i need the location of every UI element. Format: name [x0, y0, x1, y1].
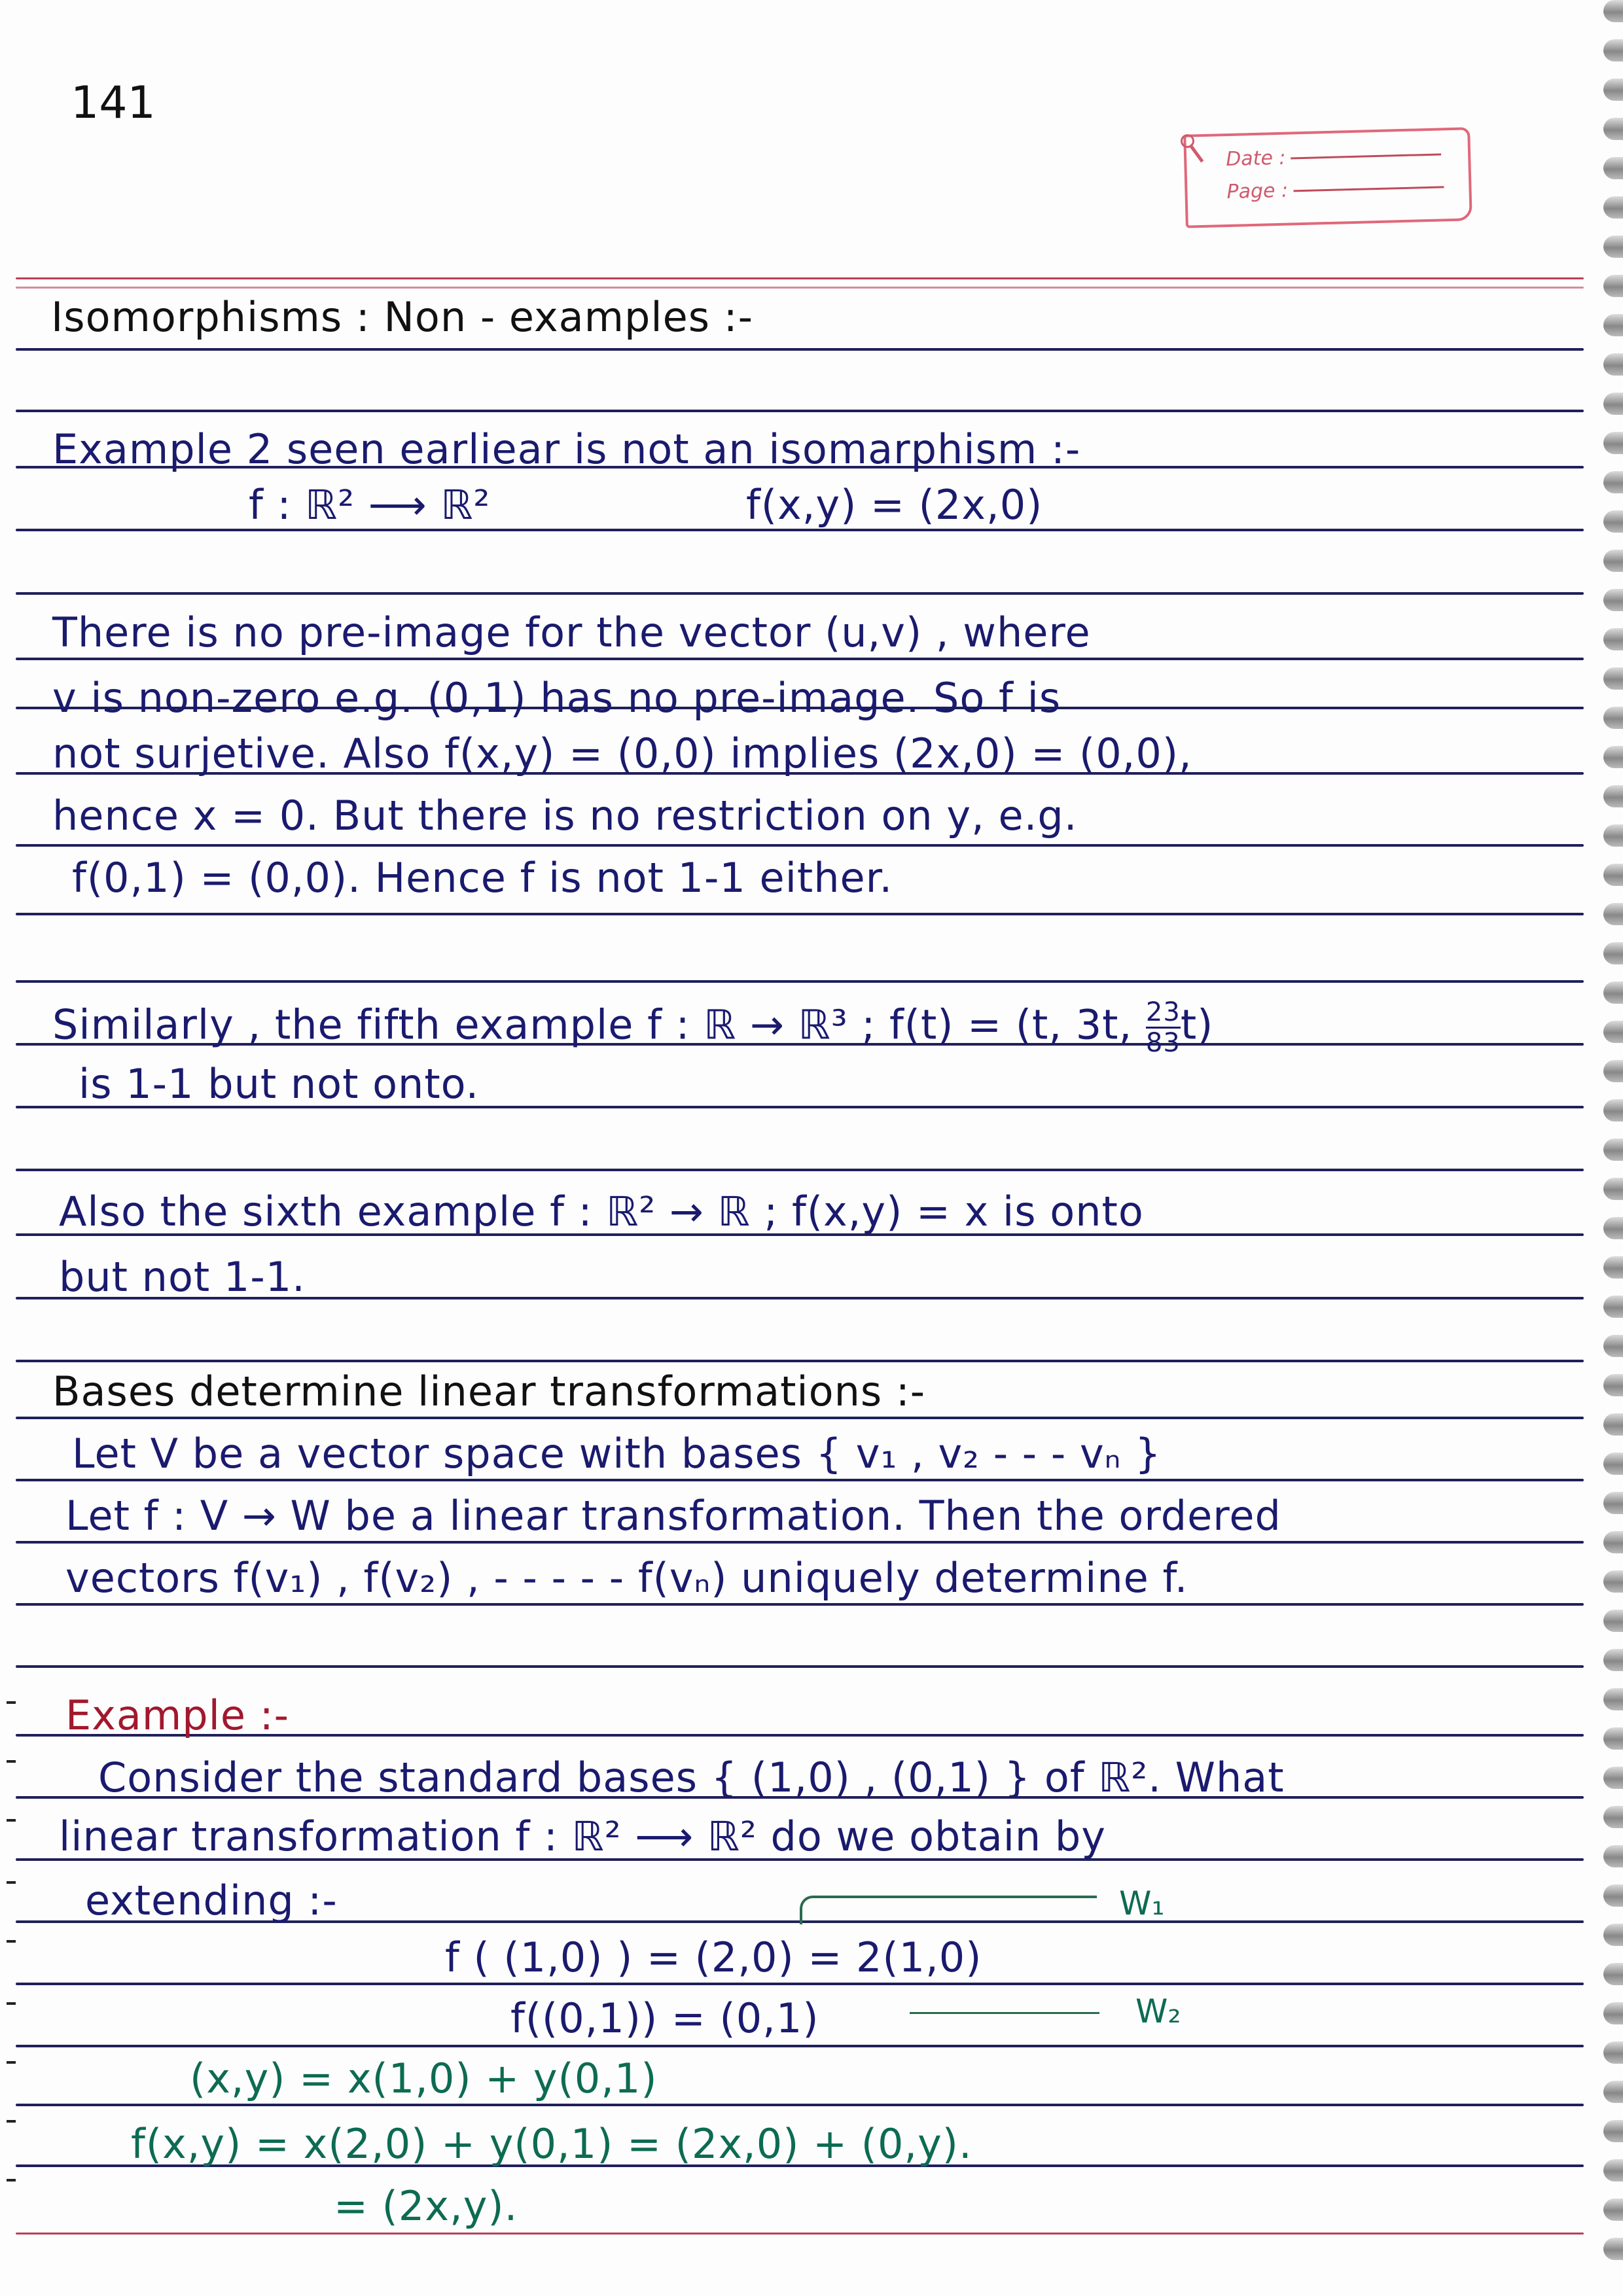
w2-connector [910, 2012, 1099, 2014]
section-title-bases: Bases determine linear transformations :- [52, 1368, 926, 1415]
section-title-isomorphism-nonexamples: Isomorphisms : Non - examples :- [51, 293, 754, 341]
spiral-ring [1603, 1924, 1623, 1946]
spiral-ring [1603, 1610, 1623, 1632]
spiral-ring [1603, 393, 1623, 415]
w1-bracket [800, 1896, 1097, 1924]
spiral-ring [1603, 1335, 1623, 1357]
rule-line [16, 1983, 1584, 1985]
rule-line [16, 1603, 1584, 1606]
spiral-ring [1603, 1413, 1623, 1436]
spiral-ring [1603, 39, 1623, 62]
stamp-date-label: Date : [1225, 146, 1287, 171]
spiral-ring [1603, 510, 1623, 533]
spiral-ring [1603, 1099, 1623, 1122]
spiral-ring [1603, 589, 1623, 611]
spiral-ring [1603, 707, 1623, 729]
spiral-ring [1603, 1139, 1623, 1161]
spiral-ring [1603, 1453, 1623, 1475]
spiral-ring [1603, 2081, 1623, 2103]
spiral-ring [1603, 2159, 1623, 2181]
w2-annotation: W₂ [1135, 1992, 1181, 2030]
spiral-ring [1603, 1217, 1623, 1239]
date-page-stamp [1183, 127, 1472, 228]
spiral-ring [1603, 1178, 1623, 1200]
map-formula: f(x,y) = (2x,0) [746, 481, 1043, 529]
rule-line [16, 2045, 1584, 2047]
theorem-line: Let f : V → W be a linear transformation. Then the ordered [65, 1492, 1281, 1540]
fraction-denominator: 83 [1145, 1028, 1181, 1058]
spiral-ring [1603, 1649, 1623, 1671]
fraction-numerator: 23 [1145, 997, 1181, 1027]
fifth-example-conclusion: is 1-1 but not onto. [79, 1060, 480, 1108]
footer-rule [16, 2233, 1584, 2234]
spiral-ring [1603, 1845, 1623, 1867]
fifth-example-line [52, 998, 1213, 1057]
spiral-ring [1603, 903, 1623, 925]
derivation-result: = (2x,y). [334, 2182, 518, 2230]
spiral-ring [1603, 118, 1623, 140]
margin-tick [7, 2179, 16, 2181]
date-blank [1291, 153, 1442, 159]
example-line: extending :- [85, 1877, 338, 1924]
derivation-line: (x,y) = x(1,0) + y(0,1) [190, 2055, 658, 2102]
spiral-ring [1603, 196, 1623, 219]
spiral-ring [1603, 864, 1623, 886]
rule-line [16, 1169, 1584, 1171]
rule-line [16, 348, 1584, 351]
rule-line [16, 592, 1584, 595]
paragraph-line: v is non-zero e.g. (0,1) has no pre-image. So f is [52, 674, 1061, 722]
spiral-ring [1603, 1256, 1623, 1279]
spiral-ring [1603, 157, 1623, 179]
equation-f-e1: f ( (1,0) ) = (2,0) = 2(1,0) [445, 1934, 982, 1981]
spiral-ring [1603, 1806, 1623, 1828]
rule-line [16, 410, 1584, 412]
derivation-line: f(x,y) = x(2,0) + y(0,1) = (2x,0) + (0,y). [131, 2120, 972, 2168]
theorem-line: vectors f(v₁) , f(v₂) , - - - - - f(vₙ) uniquely determine f. [65, 1554, 1188, 1602]
rule-line [16, 2104, 1584, 2106]
margin-tick [7, 1701, 16, 1704]
example2-intro: Example 2 seen earliear is not an isomarphism :- [52, 425, 1081, 473]
header-rule [16, 277, 1584, 279]
spiral-ring [1603, 314, 1623, 336]
spiral-ring [1603, 1060, 1623, 1082]
spiral-ring [1603, 0, 1623, 22]
rule-line [16, 844, 1584, 847]
paragraph-line: not surjetive. Also f(x,y) = (0,0) implies (2x,0) = (0,0), [52, 730, 1192, 777]
stamp-page-row [1226, 175, 1444, 203]
rule-line [16, 1417, 1584, 1419]
spiral-ring [1603, 628, 1623, 650]
equation-f-e2: f((0,1)) = (0,1) [510, 1994, 819, 2042]
margin-tick [7, 1881, 16, 1884]
spiral-ring [1603, 2199, 1623, 2221]
paragraph-line: hence x = 0. But there is no restriction on y, e.g. [52, 792, 1078, 839]
stamp-page-label: Page : [1226, 179, 1289, 204]
spiral-ring [1603, 1570, 1623, 1593]
spiral-ring [1603, 1531, 1623, 1553]
pin-icon [1178, 133, 1209, 164]
page-blank [1293, 186, 1444, 192]
margin-tick [7, 2120, 16, 2123]
spiral-ring [1603, 746, 1623, 768]
spiral-ring [1603, 2002, 1623, 2024]
w1-annotation: W₁ [1119, 1884, 1165, 1922]
spiral-ring [1603, 1021, 1623, 1043]
example-title: Example :- [65, 1691, 289, 1739]
spiral-ring [1603, 1688, 1623, 1710]
margin-tick [7, 2002, 16, 2005]
spiral-ring [1603, 2041, 1623, 2064]
spiral-ring [1603, 1492, 1623, 1514]
spiral-ring [1603, 275, 1623, 297]
theorem-line: Let V be a vector space with bases { v₁ , v₂ - - - vₙ } [72, 1430, 1162, 1477]
spiral-ring [1603, 550, 1623, 572]
spiral-ring [1603, 353, 1623, 376]
spiral-ring [1603, 2120, 1623, 2142]
fifth-example-text: Similarly , the fifth example f : ℝ → ℝ³ ; f(t) = (t, 3t, [52, 1000, 1146, 1049]
fraction [1146, 998, 1181, 1057]
rule-line [16, 529, 1584, 531]
fraction-suffix: t) [1180, 1000, 1214, 1049]
spiral-ring [1603, 1767, 1623, 1789]
margin-tick [7, 1819, 16, 1822]
rule-line [16, 1360, 1584, 1362]
spiral-ring [1603, 2238, 1623, 2260]
spiral-ring [1603, 1374, 1623, 1396]
spiral-ring [1603, 785, 1623, 807]
header-rule-2 [16, 287, 1584, 289]
sixth-example-conclusion: but not 1-1. [59, 1253, 306, 1301]
spiral-ring [1603, 1727, 1623, 1750]
page-number: 141 [71, 77, 156, 129]
rule-line [16, 1665, 1584, 1668]
paragraph-line: There is no pre-image for the vector (u,v) , where [52, 609, 1091, 656]
paragraph-line: f(0,1) = (0,0). Hence f is not 1-1 either. [72, 854, 893, 902]
margin-tick [7, 2061, 16, 2064]
spiral-ring [1603, 471, 1623, 493]
rule-line [16, 980, 1584, 983]
stamp-date-row [1226, 142, 1442, 171]
spiral-ring [1603, 667, 1623, 690]
spiral-ring [1603, 981, 1623, 1004]
spiral-ring [1603, 79, 1623, 101]
example-line: Consider the standard bases { (1,0) , (0,1) } of ℝ². What [98, 1754, 1285, 1801]
rule-line [16, 1479, 1584, 1481]
rule-line [16, 1541, 1584, 1544]
example-line: linear transformation f : ℝ² ⟶ ℝ² do we obtain by [59, 1812, 1106, 1860]
spiral-ring [1603, 942, 1623, 964]
rule-line [16, 913, 1584, 915]
margin-tick [7, 1940, 16, 1943]
spiral-ring [1603, 432, 1623, 454]
sixth-example-line: Also the sixth example f : ℝ² → ℝ ; f(x,y) = x is onto [59, 1188, 1144, 1235]
map-definition: f : ℝ² ⟶ ℝ² [249, 481, 491, 529]
rule-line [16, 658, 1584, 660]
spiral-ring [1603, 1963, 1623, 1985]
spiral-ring [1603, 236, 1623, 258]
spiral-ring [1603, 1296, 1623, 1318]
spiral-ring [1603, 1884, 1623, 1907]
spiral-ring [1603, 824, 1623, 847]
margin-tick [7, 1760, 16, 1763]
